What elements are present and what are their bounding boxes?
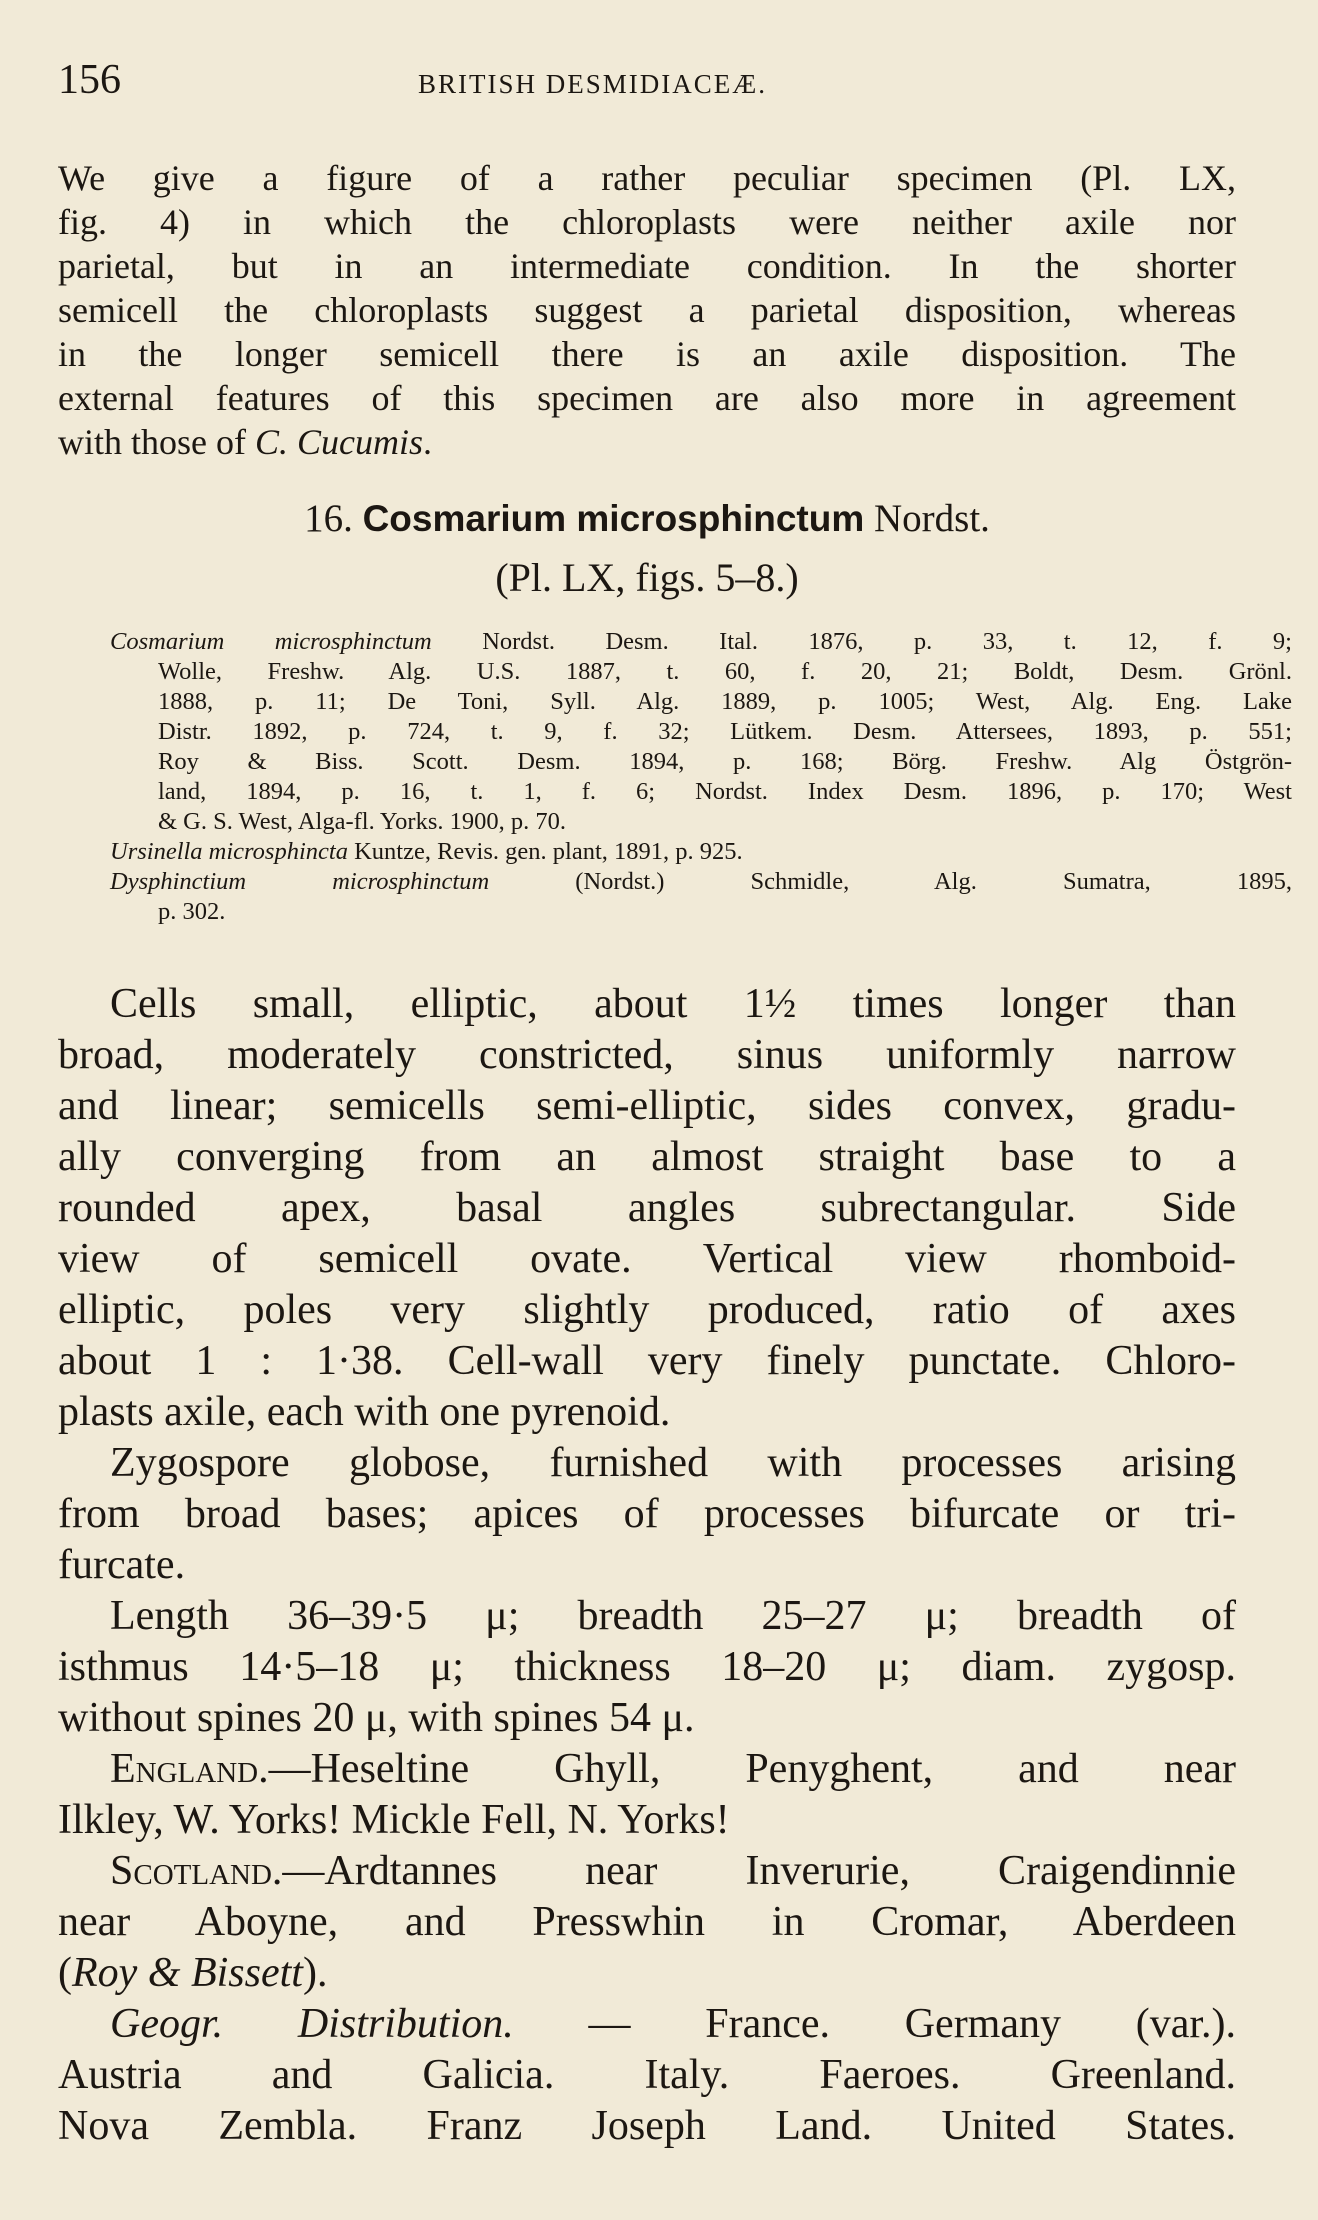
text-line: semicell the chloroplasts suggest a parietal disposition, whereas	[58, 290, 1236, 330]
text-line: rounded apex, basal angles subrectangular. Side	[58, 1185, 1236, 1231]
text-line: view of semicell ovate. Vertical view rhomboid-	[58, 1236, 1236, 1282]
synonym-name: Dysphinctium microsphinctum	[110, 868, 490, 895]
england-localities	[58, 1744, 1236, 1846]
species-author: Nordst.	[873, 497, 990, 540]
text-line: without spines 20 μ, with spines 54 μ.	[58, 1695, 695, 1741]
book-page	[58, 0, 1292, 2220]
geographic-distribution	[58, 1999, 1236, 2152]
text-line	[58, 1948, 1236, 1999]
text-line: Austria and Galicia. Italy. Faeroes. Greenland.	[58, 2052, 1236, 2098]
text-line: Roy & Biss. Scott. Desm. 1894, p. 168; Börg. Freshw. Alg Östgrön-	[158, 748, 1292, 775]
page-header	[58, 50, 1236, 110]
synonymy-list	[110, 627, 1292, 927]
species-name: Cosmarium microsphinctum	[362, 498, 865, 539]
text-line: isthmus 14·5–18 μ; thickness 18–20 μ; diam. zygosp.	[58, 1644, 1236, 1690]
text-line: fig. 4) in which the chloroplasts were neither axile nor	[58, 202, 1236, 242]
text-line: about 1 : 1·38. Cell-wall very finely punctate. Chloro-	[58, 1338, 1236, 1384]
synonym-name: Cosmarium microsphinctum	[110, 628, 432, 655]
text-line: Wolle, Freshw. Alg. U.S. 1887, t. 60, f. 20, 21; Boldt, Desm. Grönl.	[158, 658, 1292, 685]
text-line: ally converging from an almost straight base to a	[58, 1134, 1236, 1180]
text-line	[58, 1846, 1236, 1897]
distribution-label: Geogr. Distribution.	[110, 2001, 514, 2047]
text-line	[58, 979, 1236, 1030]
scotland-localities	[58, 1846, 1236, 1999]
text-line: broad, moderately constricted, sinus uniformly narrow	[58, 1032, 1236, 1078]
intro-paragraph	[58, 156, 1236, 464]
text-line: Zygospore globose, furnished with processes arising	[110, 1440, 1236, 1486]
synonym-entry	[110, 867, 1292, 927]
text-fragment: .	[423, 422, 432, 462]
text-fragment: —Heseltine Ghyll, Penyghent, and near	[268, 1746, 1236, 1792]
page-number: 156	[58, 57, 121, 103]
text-line: near Aboyne, and Presswhin in Cromar, Aberdeen	[58, 1899, 1236, 1945]
text-line: Ilkley, W. Yorks! Mickle Fell, N. Yorks!	[58, 1797, 730, 1843]
measurements-paragraph	[58, 1591, 1236, 1744]
text-fragment: — France. Germany (var.).	[513, 2001, 1237, 2047]
text-line: p. 302.	[158, 898, 226, 925]
species-number: 16.	[304, 497, 353, 540]
species-heading	[58, 497, 1236, 541]
text-fragment: Cells small, elliptic, about	[110, 981, 744, 1027]
text-line: in the longer semicell there is an axile disposition. The	[58, 334, 1236, 374]
synonym-name: Ursinella microsphincta	[110, 838, 348, 865]
text-line	[110, 867, 1292, 897]
text-line: & G. S. West, Alga-fl. Yorks. 1900, p. 70.	[158, 808, 566, 835]
running-head: BRITISH DESMIDIACEÆ.	[418, 69, 768, 99]
text-line: Nova Zembla. Franz Joseph Land. United States.	[58, 2103, 1236, 2149]
collector-names: Roy & Bissett	[72, 1950, 303, 1996]
text-line	[110, 837, 1292, 867]
description-paragraph	[58, 979, 1236, 1438]
zygospore-paragraph	[58, 1438, 1236, 1591]
text-line: parietal, but in an intermediate condition. In the shorter	[58, 246, 1236, 286]
text-line: Distr. 1892, p. 724, t. 9, f. 32; Lütkem. Desm. Attersees, 1893, p. 551;	[158, 718, 1292, 745]
text-line: plasts axile, each with one pyrenoid.	[58, 1389, 671, 1435]
region-label: Scotland.	[110, 1848, 283, 1894]
text-line: from broad bases; apices of processes bifurcate or tri-	[58, 1491, 1236, 1537]
text-line	[58, 1999, 1236, 2050]
citation: Kuntze, Revis. gen. plant, 1891, p. 925.	[347, 838, 743, 865]
text-line: Length 36–39·5 μ; breadth 25–27 μ; breadth of	[110, 1593, 1236, 1639]
text-line	[58, 1744, 1236, 1795]
text-fragment: —Ardtannes near Inverurie, Craigendinnie	[282, 1848, 1236, 1894]
text-fragment: (	[58, 1950, 72, 1996]
text-line: and linear; semicells semi-elliptic, sides convex, gradu-	[58, 1083, 1236, 1129]
citation: Nordst. Desm. Ital. 1876, p. 33, t. 12, f. 9;	[431, 628, 1292, 655]
text-line: 1888, p. 11; De Toni, Syll. Alg. 1889, p. 1005; West, Alg. Eng. Lake	[158, 688, 1292, 715]
text-fragment: times longer than	[796, 981, 1236, 1027]
text-line: We give a figure of a rather peculiar specimen (Pl. LX,	[58, 158, 1236, 198]
citation: (Nordst.) Schmidle, Alg. Sumatra, 1895,	[489, 868, 1292, 895]
region-label: England.	[110, 1746, 269, 1792]
plate-reference: (Pl. LX, figs. 5–8.)	[495, 555, 799, 600]
text-fragment: with those of	[58, 422, 255, 462]
text-fragment: ).	[302, 1950, 328, 1996]
synonym-entry	[110, 627, 1292, 837]
text-line: furcate.	[58, 1542, 186, 1588]
fraction: 1½	[743, 981, 797, 1027]
text-line: land, 1894, p. 16, t. 1, f. 6; Nordst. Index Desm. 1896, p. 170; West	[158, 778, 1292, 805]
synonym-entry	[110, 837, 1292, 867]
taxon-name: C. Cucumis	[254, 422, 423, 462]
text-line	[110, 627, 1292, 657]
species-description	[58, 979, 1236, 2152]
text-line: elliptic, poles very slightly produced, ratio of axes	[58, 1287, 1236, 1333]
text-line	[58, 420, 1236, 464]
text-line: external features of this specimen are also more in agreement	[58, 378, 1236, 418]
